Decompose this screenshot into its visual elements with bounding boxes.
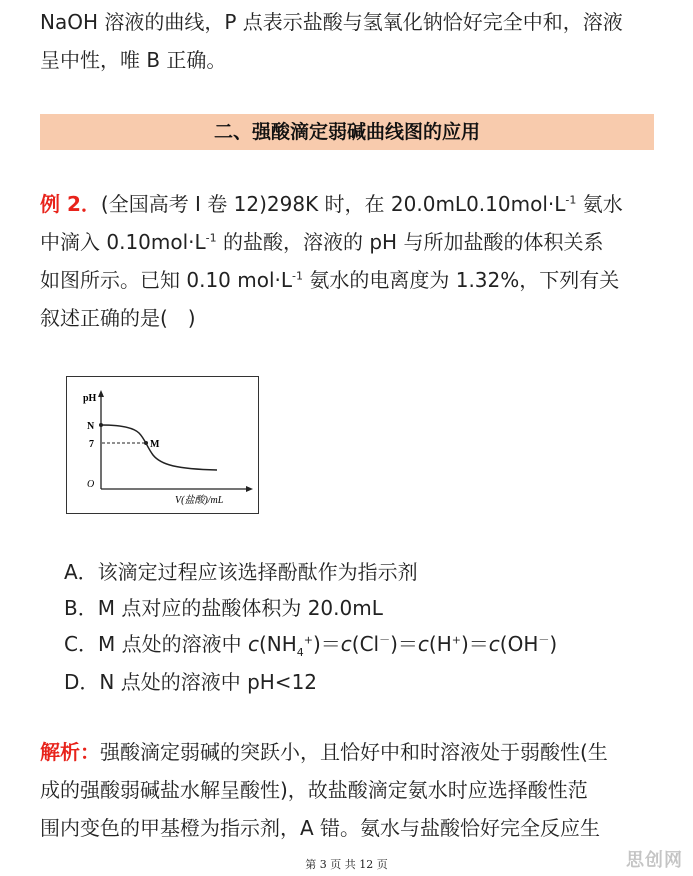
example-line-4: 叙述正确的是( ) [40,306,196,330]
example-label: 例 2． [40,192,101,216]
x-axis-arrow [246,486,253,492]
y-axis-arrow [98,390,104,397]
section-title: 二、强酸滴定弱碱曲线图的应用 [40,114,654,150]
option-d: D．N 点处的溶液中 pH<12 [64,670,318,694]
example-line-2: 中滴入 $0.10mol\cdot L^{-1}$ 的盐酸，溶液的 pH 与所加盐酸的体积关系 [40,230,604,254]
option-a: A．该滴定过程应该选择酚酞作为指示剂 [64,560,418,584]
analysis-line-1: 解析：强酸滴定弱碱的突跃小，且恰好中和时溶液处于弱酸性(生 [40,740,608,764]
example-line-3: 如图所示。已知 0.10 $mol\cdot L^{-1}$ 氨水的电离度为 1.32%，下列有关 [40,268,620,292]
point-n [99,423,103,427]
page-footer: 第 3 页 共 12 页 [305,858,388,871]
titration-chart-svg [67,377,258,513]
origin-label: O [87,479,95,490]
analysis-label: 解析： [40,740,100,764]
x-axis-label: V(盐酸)/mL [175,495,224,506]
analysis-line-2: 成的强酸弱碱盐水解呈酸性)，故盐酸滴定氨水时应选择酸性范 [40,778,588,802]
intro-line-2: 呈中性，唯 B 正确。 [40,48,227,72]
y-axis-label: pH [83,393,97,404]
option-b: B．M 点对应的盐酸体积为 20.0mL [64,596,383,620]
tick-n: N [87,421,95,432]
intro-line-1: NaOH 溶液的曲线，P 点表示盐酸与氢氧化钠恰好完全中和，溶液 [40,10,623,34]
tick-7: 7 [89,439,94,450]
point-m-label: M [150,439,160,450]
point-m [144,441,148,445]
option-c: C．M 点处的溶液中 $c(NH_4^+)=c(Cl^-)=c(H^+)=c(OH^-)$ [64,632,558,659]
example-line-1: 例 2．(全国高考 I 卷 12)298K 时，在 $20.0mL0.10mol\cdot L^{-1}$ 氨水 [40,192,623,216]
analysis-line-3: 围内变色的甲基橙为指示剂，A 错。氨水与盐酸恰好完全反应生 [40,816,601,840]
titration-chart [66,376,259,514]
watermark: 思创网 [626,850,683,871]
